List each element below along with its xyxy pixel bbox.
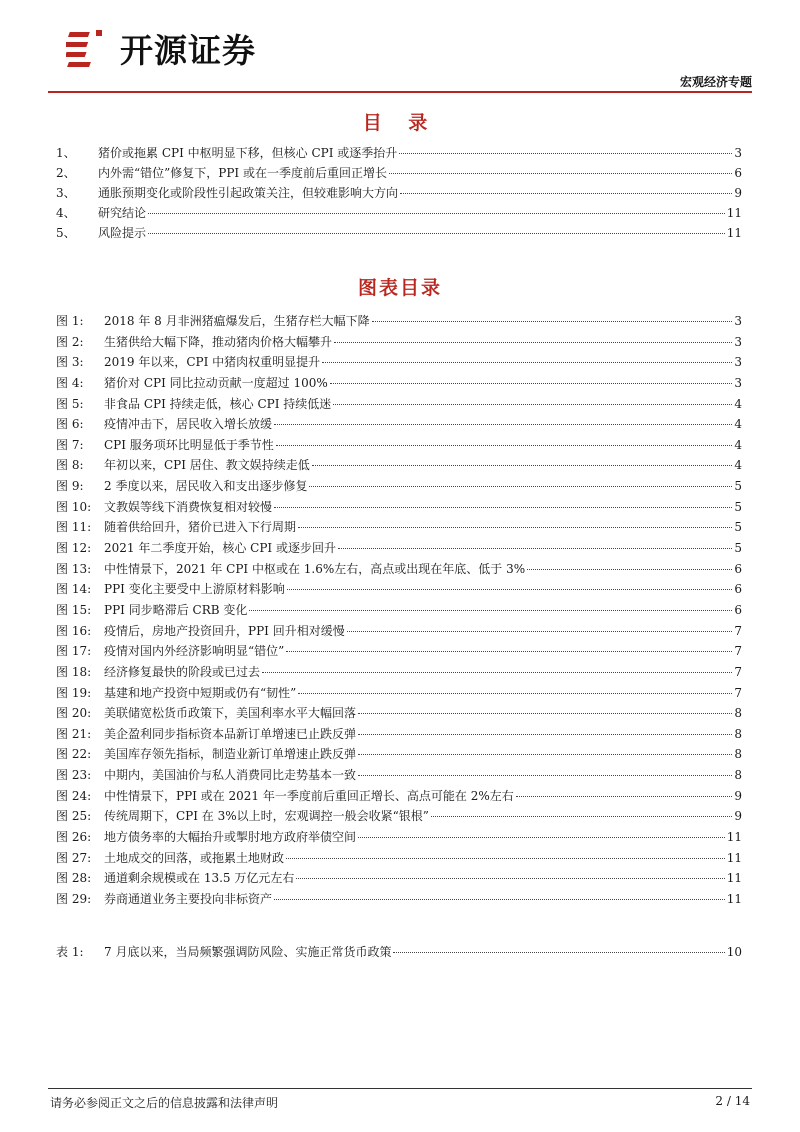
entry-title: 2 季度以来，居民收入和支出逐步修复 <box>104 479 308 494</box>
entry-page: 6 <box>734 166 742 180</box>
tables-list <box>56 942 742 962</box>
figure-entry[interactable] <box>56 352 742 373</box>
entry-number: 图 11: <box>56 520 92 535</box>
entry-page: 9 <box>734 788 742 803</box>
entry-title: 基建和地产投资中短期或仍有“韧性” <box>104 685 297 700</box>
leader-dots <box>347 630 732 632</box>
leader-dots <box>389 172 732 174</box>
entry-number: 图 26: <box>56 830 92 845</box>
entry-page: 6 <box>734 582 742 597</box>
entry-number: 图 22: <box>56 747 92 762</box>
kaiyuan-logo-icon <box>66 26 110 70</box>
entry-page: 5 <box>734 479 742 494</box>
entry-number: 图 28: <box>56 871 92 886</box>
entry-number: 图 21: <box>56 726 92 741</box>
leader-dots <box>334 341 732 343</box>
entry-title: 美联储宽松货币政策下，美国利率水平大幅回落 <box>104 706 357 721</box>
entry-page: 11 <box>726 891 742 906</box>
entry-title: 券商通道业务主要投向非标资产 <box>104 891 273 906</box>
entry-title: PPI 变化主要受中上游原材料影响 <box>104 582 285 597</box>
brand-logo <box>66 24 256 72</box>
figure-entry[interactable] <box>56 683 742 704</box>
entry-title: 疫情后，房地产投资回升，PPI 回升相对缓慢 <box>104 623 345 638</box>
entry-page: 3 <box>734 334 742 349</box>
figure-entry[interactable] <box>56 786 742 807</box>
entry-title: 中性情景下，2021 年 CPI 中枢或在 1.6%左右，高点或出现在年底、低于 3% <box>104 561 526 576</box>
entry-title: 猪价或拖累 CPI 中枢明显下移，但核心 CPI 或逐季抬升 <box>98 146 398 160</box>
entry-title: 2018 年 8 月非洲猪瘟爆发后，生猪存栏大幅下降 <box>104 314 370 328</box>
entry-page: 7 <box>734 644 742 659</box>
contents-list <box>56 143 742 243</box>
footer-divider <box>48 1088 752 1089</box>
entry-number: 图 2: <box>56 334 84 349</box>
figure-entry[interactable] <box>56 497 742 518</box>
entry-title: 文教娱等线下消费恢复相对较慢 <box>104 499 273 514</box>
entry-number: 图 23: <box>56 768 92 783</box>
entry-number: 图 14: <box>56 582 92 597</box>
footer-disclaimer: 请务必参阅正文之后的信息披露和法律声明 <box>50 1096 279 1110</box>
entry-number: 1、 <box>56 146 76 160</box>
contents-title: 目 录 <box>362 112 438 134</box>
entry-page: 3 <box>734 314 742 328</box>
figure-entry[interactable] <box>56 848 742 869</box>
entry-number: 图 12: <box>56 541 92 556</box>
contents-entry[interactable] <box>56 143 742 163</box>
table-entry[interactable] <box>56 942 742 962</box>
entry-title: 通道剩余规模或在 13.5 万亿元左右 <box>104 871 295 886</box>
entry-page: 11 <box>726 850 742 865</box>
entry-page: 8 <box>734 726 742 741</box>
leader-dots <box>333 403 732 405</box>
entry-title: 7 月底以来，当局频繁强调防风险、实施正常货币政策 <box>104 945 392 959</box>
figures-title: 图表目录 <box>357 277 442 299</box>
figure-entry[interactable] <box>56 662 742 683</box>
entry-title: 内外需“错位”修复下，PPI 或在一季度前后重回正增长 <box>98 166 387 180</box>
entry-page: 11 <box>726 830 742 845</box>
entry-number: 图 5: <box>56 396 84 411</box>
entry-page: 3 <box>734 375 742 390</box>
entry-title: 中性情景下，PPI 或在 2021 年一季度前后重回正增长、高点可能在 2%左右 <box>104 788 514 803</box>
leader-dots <box>274 423 732 425</box>
entry-number: 图 29: <box>56 891 92 906</box>
entry-title: 地方债务率的大幅抬升或掣肘地方政府举债空间 <box>104 830 357 845</box>
leader-dots <box>399 152 732 154</box>
entry-number: 3、 <box>56 186 76 200</box>
entry-page: 5 <box>734 520 742 535</box>
entry-page: 7 <box>734 664 742 679</box>
entry-title: 土地成交的回落，或拖累土地财政 <box>104 850 285 865</box>
entry-number: 图 20: <box>56 706 92 721</box>
entry-title: 疫情冲击下，居民收入增长放缓 <box>104 417 273 432</box>
figure-entry[interactable] <box>56 806 742 827</box>
leader-dots <box>527 568 732 570</box>
report-type-label: 宏观经济专题 <box>679 75 752 89</box>
entry-page: 5 <box>734 499 742 514</box>
entry-number: 图 8: <box>56 458 84 473</box>
entry-number: 图 4: <box>56 375 84 390</box>
entry-number: 2、 <box>56 166 76 180</box>
entry-page: 11 <box>726 871 742 886</box>
entry-number: 图 6: <box>56 417 84 432</box>
entry-page: 6 <box>734 561 742 576</box>
leader-dots <box>249 609 732 611</box>
entry-number: 图 1: <box>56 314 84 328</box>
entry-number: 5、 <box>56 226 76 240</box>
entry-title: 风险提示 <box>98 226 147 240</box>
header-divider <box>48 91 752 93</box>
entry-number: 图 25: <box>56 809 92 824</box>
leader-dots <box>274 898 725 900</box>
leader-dots <box>262 671 732 673</box>
entry-number: 图 24: <box>56 788 92 803</box>
entry-number: 图 19: <box>56 685 92 700</box>
entry-page: 9 <box>734 809 742 824</box>
entry-number: 图 15: <box>56 602 92 617</box>
figures-list <box>56 311 742 910</box>
entry-title: 经济修复最快的阶段或已过去 <box>104 664 261 679</box>
entry-page: 4 <box>734 437 742 452</box>
leader-dots <box>400 192 732 194</box>
entry-number: 图 16: <box>56 623 92 638</box>
leader-dots <box>431 815 732 817</box>
figure-entry[interactable] <box>56 538 742 559</box>
entry-number: 4、 <box>56 206 76 220</box>
entry-number: 图 9: <box>56 479 84 494</box>
figure-entry[interactable] <box>56 868 742 889</box>
entry-title: 研究结论 <box>98 206 147 220</box>
figure-entry[interactable] <box>56 373 742 394</box>
leader-dots <box>358 836 725 838</box>
leader-dots <box>298 692 732 694</box>
figure-entry[interactable] <box>56 579 742 600</box>
entry-page: 8 <box>734 747 742 762</box>
entry-page: 4 <box>734 396 742 411</box>
figure-entry[interactable] <box>56 827 742 848</box>
entry-title: CPI 服务项环比明显低于季节性 <box>104 437 274 452</box>
entry-title: 疫情对国内外经济影响明显“错位” <box>104 644 285 659</box>
contents-entry[interactable] <box>56 183 742 203</box>
entry-number: 图 27: <box>56 850 92 865</box>
entry-title: 2021 年二季度开始，核心 CPI 或逐步回升 <box>104 541 336 556</box>
leader-dots <box>358 753 732 755</box>
entry-title: 非食品 CPI 持续走低，核心 CPI 持续低迷 <box>104 396 332 411</box>
figure-entry[interactable] <box>56 332 742 353</box>
figure-entry[interactable] <box>56 641 742 662</box>
leader-dots <box>372 320 732 322</box>
entry-page: 4 <box>734 458 742 473</box>
figure-entry[interactable] <box>56 455 742 476</box>
entry-page: 3 <box>734 355 742 370</box>
leader-dots <box>286 857 725 859</box>
entry-number: 图 7: <box>56 437 84 452</box>
leader-dots <box>276 444 732 446</box>
entry-page: 8 <box>734 768 742 783</box>
figure-entry[interactable] <box>56 621 742 642</box>
figure-entry[interactable] <box>56 724 742 745</box>
entry-page: 9 <box>734 186 742 200</box>
entry-page: 7 <box>734 623 742 638</box>
entry-title: 传统周期下，CPI 在 3%以上时，宏观调控一般会收紧“银根” <box>104 809 429 824</box>
figure-entry[interactable] <box>56 765 742 786</box>
brand-name: 开源证券 <box>120 30 256 70</box>
leader-dots <box>330 382 732 384</box>
leader-dots <box>358 733 732 735</box>
entry-number: 图 10: <box>56 499 92 514</box>
entry-number: 图 17: <box>56 644 92 659</box>
entry-number: 图 3: <box>56 355 84 370</box>
entry-number: 图 18: <box>56 664 92 679</box>
entry-page: 10 <box>726 945 742 959</box>
leader-dots <box>358 774 732 776</box>
entry-number: 表 1: <box>56 945 84 959</box>
leader-dots <box>296 877 724 879</box>
entry-title: 美企盈利同步指标资本品新订单增速已止跌反弹 <box>104 726 357 741</box>
entry-page: 11 <box>726 226 742 240</box>
entry-page: 4 <box>734 417 742 432</box>
leader-dots <box>286 650 732 652</box>
entry-title: 随着供给回升，猪价已进入下行周期 <box>104 520 297 535</box>
leader-dots <box>287 588 732 590</box>
entry-title: 猪价对 CPI 同比拉动贡献一度超过 100% <box>104 375 328 390</box>
figure-entry[interactable] <box>56 600 742 621</box>
entry-title: 美国库存领先指标，制造业新订单增速止跌反弹 <box>104 747 357 762</box>
entry-page: 11 <box>726 206 742 220</box>
contents-entry[interactable] <box>56 203 742 223</box>
contents-entry[interactable] <box>56 163 742 183</box>
figure-entry[interactable] <box>56 311 742 332</box>
leader-dots <box>274 506 732 508</box>
entry-title: 生猪供给大幅下降，推动猪肉价格大幅攀升 <box>104 334 333 349</box>
figure-entry[interactable] <box>56 744 742 765</box>
figure-entry[interactable] <box>56 394 742 415</box>
entry-title: 通胀预期变化或阶段性引起政策关注，但较难影响大方向 <box>98 186 399 200</box>
leader-dots <box>358 712 732 714</box>
leader-dots <box>298 526 732 528</box>
figure-entry[interactable] <box>56 476 742 497</box>
entry-page: 3 <box>734 146 742 160</box>
entry-page: 6 <box>734 602 742 617</box>
leader-dots <box>309 485 732 487</box>
figure-entry[interactable] <box>56 559 742 580</box>
figure-entry[interactable] <box>56 517 742 538</box>
figure-entry[interactable] <box>56 889 742 910</box>
entry-page: 7 <box>734 685 742 700</box>
entry-title: 2019 年以来，CPI 中猪肉权重明显提升 <box>104 355 321 370</box>
entry-title: 中期内，美国油价与私人消费同比走势基本一致 <box>104 768 357 783</box>
leader-dots <box>148 212 725 214</box>
leader-dots <box>338 547 732 549</box>
figure-entry[interactable] <box>56 414 742 435</box>
contents-entry[interactable] <box>56 223 742 243</box>
entry-page: 5 <box>734 541 742 556</box>
entry-title: 年初以来，CPI 居住、教文娱持续走低 <box>104 458 310 473</box>
entry-page: 8 <box>734 706 742 721</box>
figure-entry[interactable] <box>56 703 742 724</box>
leader-dots <box>393 951 724 953</box>
leader-dots <box>516 795 732 797</box>
figure-entry[interactable] <box>56 435 742 456</box>
page-indicator: 2 / 14 <box>715 1094 750 1108</box>
leader-dots <box>312 464 732 466</box>
entry-number: 图 13: <box>56 561 92 576</box>
entry-title: PPI 同步略滞后 CRB 变化 <box>104 602 248 617</box>
leader-dots <box>322 361 732 363</box>
leader-dots <box>148 232 725 234</box>
